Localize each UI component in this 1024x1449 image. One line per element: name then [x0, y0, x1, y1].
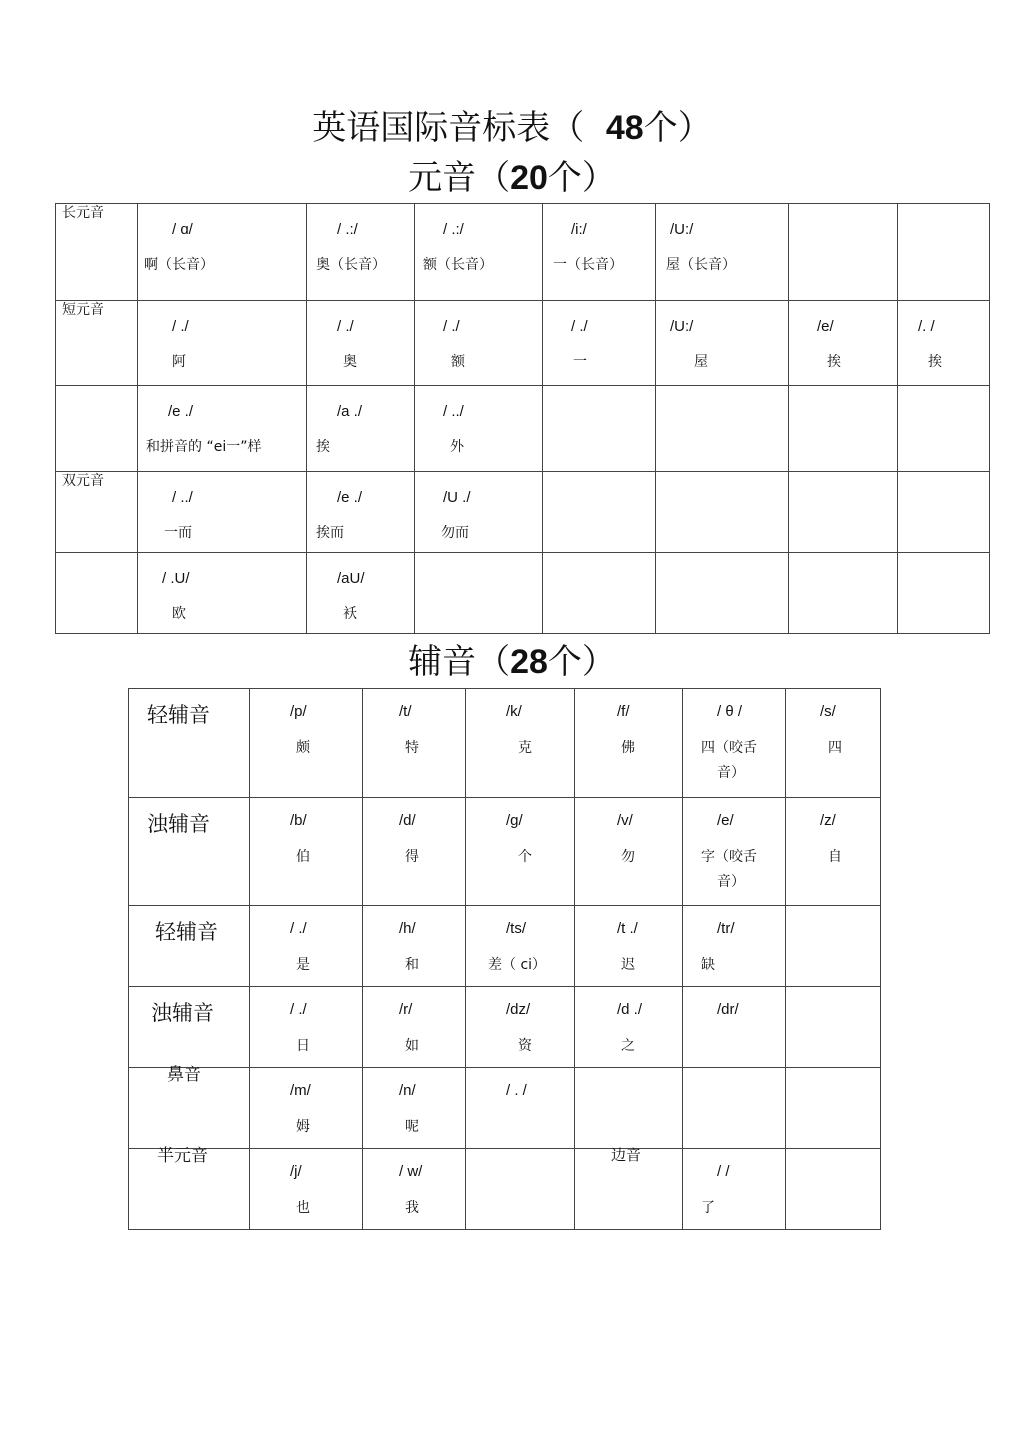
label-voiceless: 轻辅音	[147, 703, 210, 727]
phonetic-symbol: /aU/	[337, 570, 365, 587]
vowel-cell	[898, 301, 990, 386]
phonetic-symbol: / ./	[443, 318, 460, 335]
pronunciation-hint: 伯	[296, 849, 310, 865]
phonetic-symbol: /k/	[506, 703, 522, 720]
consonant-cell	[466, 987, 575, 1068]
consonant-cell	[363, 906, 466, 987]
vowel-cell	[656, 472, 789, 553]
phonetic-symbol: / /	[717, 1163, 730, 1180]
consonant-cell	[683, 1068, 786, 1149]
consonant-cell	[786, 1149, 881, 1230]
vowel-cell	[898, 386, 990, 472]
phonetic-symbol: /d ./	[617, 1001, 643, 1018]
phonetic-symbol: /m/	[290, 1082, 311, 1099]
consonant-cell	[250, 798, 363, 906]
consonant-cell	[363, 798, 466, 906]
pronunciation-hint: 勿	[621, 849, 635, 865]
pronunciation-hint: 一而	[164, 525, 192, 541]
label-semivowel: 半元音	[157, 1146, 208, 1166]
phonetic-symbol: /i:/	[571, 221, 587, 238]
consonant-row	[129, 689, 881, 798]
pronunciation-hint: 奥（长音）	[316, 257, 386, 273]
consonant-row	[129, 1068, 881, 1149]
pronunciation-hint: 挨	[928, 354, 942, 370]
pronunciation-hint-continued: 音）	[717, 874, 745, 890]
vowel-table	[55, 203, 990, 634]
vowel-cell	[415, 386, 543, 472]
label-long-vowel: 长元音	[62, 205, 104, 221]
phonetic-symbol: /tr/	[717, 920, 735, 937]
vowel-cell	[307, 386, 415, 472]
pronunciation-hint: 一（长音）	[553, 257, 623, 273]
pronunciation-hint: 屋（长音）	[666, 257, 736, 273]
pronunciation-hint: 和拼音的 “ei一”样	[146, 439, 262, 455]
phonetic-symbol: /e/	[717, 812, 734, 829]
pronunciation-hint: 佛	[621, 740, 635, 756]
pronunciation-hint: 四	[828, 740, 842, 756]
phonetic-symbol: /b/	[290, 812, 307, 829]
pronunciation-hint: 是	[296, 957, 310, 973]
consonant-cell	[575, 689, 683, 798]
vowel-row-label-cell	[56, 553, 138, 634]
vowel-row	[56, 204, 990, 301]
pronunciation-hint: 资	[518, 1038, 532, 1054]
pronunciation-hint: 四（咬舌	[701, 740, 757, 756]
pronunciation-hint: 挨而	[316, 525, 344, 541]
consonant-cell	[250, 1149, 363, 1230]
vowel-cell	[415, 553, 543, 634]
phonetic-symbol: / w/	[399, 1163, 423, 1180]
vowel-cell	[789, 301, 898, 386]
vowel-cell	[898, 472, 990, 553]
vowel-cell	[656, 301, 789, 386]
phonetic-symbol: /U:/	[670, 318, 694, 335]
phonetic-symbol: / .:/	[337, 221, 358, 238]
label-short-vowel: 短元音	[62, 302, 104, 318]
consonant-row	[129, 987, 881, 1068]
phonetic-symbol: /v/	[617, 812, 633, 829]
phonetic-symbol: / ./	[290, 1001, 307, 1018]
vowel-row-label-cell	[56, 386, 138, 472]
phonetic-symbol: /j/	[290, 1163, 302, 1180]
phonetic-symbol: / ./	[337, 318, 354, 335]
phonetic-symbol: /e ./	[337, 489, 363, 506]
label-diphthong: 双元音	[62, 473, 104, 489]
consonant-cell	[575, 906, 683, 987]
vowel-cell	[789, 386, 898, 472]
pronunciation-hint: 差（ ci）	[488, 957, 547, 973]
consonant-cell	[363, 1068, 466, 1149]
consonant-cell	[363, 689, 466, 798]
consonant-cell	[786, 987, 881, 1068]
vowel-cell	[898, 204, 990, 301]
vowel-cell	[307, 204, 415, 301]
phonetic-symbol: / ../	[443, 403, 464, 420]
vowel-cell	[415, 472, 543, 553]
vowel-cell	[543, 553, 656, 634]
consonant-row	[129, 798, 881, 906]
pronunciation-hint: 之	[621, 1038, 635, 1054]
pronunciation-hint: 我	[405, 1200, 419, 1216]
consonant-cell	[466, 906, 575, 987]
phonetic-symbol: / ./	[290, 920, 307, 937]
vowel-row-label-cell	[56, 301, 138, 386]
consonant-row-label-cell	[129, 798, 250, 906]
pronunciation-hint: 挨	[316, 439, 330, 455]
consonant-cell	[683, 1149, 786, 1230]
vowel-row	[56, 472, 990, 553]
pronunciation-hint: 姆	[296, 1119, 310, 1135]
consonant-row-label-cell	[129, 689, 250, 798]
pronunciation-hint: 挨	[827, 354, 841, 370]
consonant-table	[128, 688, 881, 1230]
phonetic-symbol: /a ./	[337, 403, 363, 420]
consonant-row-label-cell	[129, 906, 250, 987]
vowel-cell	[138, 204, 307, 301]
vowel-row	[56, 553, 990, 634]
label-nasal: 鼻音	[167, 1065, 201, 1085]
pronunciation-hint: 屋	[694, 354, 708, 370]
phonetic-symbol: / ../	[172, 489, 193, 506]
pronunciation-hint: 了	[701, 1200, 715, 1216]
pronunciation-hint: 和	[405, 957, 419, 973]
phonetic-symbol: /t ./	[617, 920, 638, 937]
label-voiced: 浊辅音	[147, 812, 210, 836]
pronunciation-hint: 日	[296, 1038, 310, 1054]
phonetic-symbol: /t/	[399, 703, 412, 720]
phonetic-symbol: / ɑ/	[172, 221, 193, 238]
pronunciation-hint: 袄	[343, 606, 357, 622]
phonetic-symbol: /d/	[399, 812, 416, 829]
consonant-cell	[250, 689, 363, 798]
vowel-cell	[138, 301, 307, 386]
pronunciation-hint: 奥	[343, 354, 357, 370]
vowel-cell	[307, 301, 415, 386]
consonant-cell	[786, 1068, 881, 1149]
pronunciation-hint: 颇	[296, 740, 310, 756]
phonetic-symbol: /s/	[820, 703, 836, 720]
phonetic-symbol: /ts/	[506, 920, 527, 937]
consonant-cell	[786, 798, 881, 906]
vowel-cell	[138, 386, 307, 472]
phonetic-symbol: /n/	[399, 1082, 416, 1099]
consonant-cell	[250, 987, 363, 1068]
consonant-cell	[363, 987, 466, 1068]
consonant-cell	[683, 987, 786, 1068]
pronunciation-hint: 自	[828, 849, 842, 865]
pronunciation-hint: 勿而	[441, 525, 469, 541]
vowel-cell	[789, 204, 898, 301]
consonant-cell	[466, 689, 575, 798]
vowel-cell	[543, 386, 656, 472]
pronunciation-hint: 额	[451, 354, 465, 370]
phonetic-symbol: /g/	[506, 812, 523, 829]
vowel-row-label-cell	[56, 472, 138, 553]
vowel-cell	[543, 301, 656, 386]
consonants-heading: 辅音（28个）	[408, 642, 616, 682]
vowel-cell	[415, 301, 543, 386]
consonant-cell	[683, 798, 786, 906]
phonetic-symbol: / .:/	[443, 221, 464, 238]
consonant-cell	[683, 906, 786, 987]
pronunciation-hint: 也	[296, 1200, 310, 1216]
pronunciation-hint: 一	[573, 354, 587, 370]
pronunciation-hint: 缺	[701, 957, 715, 973]
consonant-cell	[466, 1149, 575, 1230]
phonetic-symbol: /p/	[290, 703, 307, 720]
phonetic-symbol: /. /	[918, 318, 935, 335]
pronunciation-hint: 迟	[621, 957, 635, 973]
consonant-cell	[466, 798, 575, 906]
pronunciation-hint: 额（长音）	[423, 257, 493, 273]
vowel-cell	[789, 553, 898, 634]
vowel-row-label-cell	[56, 204, 138, 301]
consonant-row	[129, 1149, 881, 1230]
vowel-row	[56, 386, 990, 472]
consonant-cell	[250, 906, 363, 987]
consonant-cell	[575, 1068, 683, 1149]
vowel-cell	[656, 204, 789, 301]
pronunciation-hint: 克	[518, 740, 532, 756]
phonetic-symbol: /dr/	[717, 1001, 739, 1018]
consonant-cell	[786, 906, 881, 987]
pronunciation-hint: 得	[405, 849, 419, 865]
consonant-cell	[575, 987, 683, 1068]
phonetic-symbol: / . /	[506, 1082, 527, 1099]
pronunciation-hint: 啊（长音）	[144, 257, 214, 273]
pronunciation-hint-continued: 音）	[717, 765, 745, 781]
page-title: 英语国际音标表（ 48个）	[312, 108, 712, 148]
phonetic-symbol: /r/	[399, 1001, 413, 1018]
phonetic-symbol: / ./	[172, 318, 189, 335]
consonant-row-label-cell	[129, 987, 250, 1068]
vowel-cell	[656, 386, 789, 472]
phonetic-symbol: /e/	[817, 318, 834, 335]
consonant-cell	[786, 689, 881, 798]
pronunciation-hint: 阿	[172, 354, 186, 370]
vowel-row	[56, 301, 990, 386]
pronunciation-hint: 个	[518, 849, 532, 865]
pronunciation-hint: 字（咬舌	[701, 849, 757, 865]
phonetic-symbol: / θ /	[717, 703, 743, 720]
pronunciation-hint: 如	[405, 1038, 419, 1054]
vowel-cell	[543, 472, 656, 553]
vowel-cell	[138, 472, 307, 553]
label-lateral: 边音	[611, 1146, 642, 1164]
phonetic-symbol: /dz/	[506, 1001, 531, 1018]
phonetic-symbol: /z/	[820, 812, 836, 829]
vowel-cell	[898, 553, 990, 634]
phonetic-symbol: /f/	[617, 703, 630, 720]
label-voiced: 浊辅音	[151, 1001, 214, 1025]
consonant-cell	[466, 1068, 575, 1149]
phonetic-symbol: /h/	[399, 920, 416, 937]
phonetic-symbol: /e ./	[168, 403, 194, 420]
vowel-cell	[307, 472, 415, 553]
phonetic-symbol: /U ./	[443, 489, 471, 506]
vowel-cell	[789, 472, 898, 553]
vowel-cell	[543, 204, 656, 301]
consonant-cell	[575, 798, 683, 906]
vowel-cell	[656, 553, 789, 634]
consonant-cell	[363, 1149, 466, 1230]
phonetic-symbol: /U:/	[670, 221, 694, 238]
label-voiceless: 轻辅音	[155, 920, 218, 944]
vowel-cell	[138, 553, 307, 634]
phonetic-symbol: / ./	[571, 318, 588, 335]
vowels-heading: 元音（20个）	[408, 158, 616, 198]
vowel-cell	[415, 204, 543, 301]
consonant-cell	[250, 1068, 363, 1149]
vowel-cell	[307, 553, 415, 634]
pronunciation-hint: 呢	[405, 1119, 419, 1135]
pronunciation-hint: 外	[450, 439, 464, 455]
pronunciation-hint: 特	[405, 740, 419, 756]
consonant-row	[129, 906, 881, 987]
phonetic-symbol: / .U/	[162, 570, 190, 587]
pronunciation-hint: 欧	[172, 606, 186, 622]
consonant-cell	[683, 689, 786, 798]
